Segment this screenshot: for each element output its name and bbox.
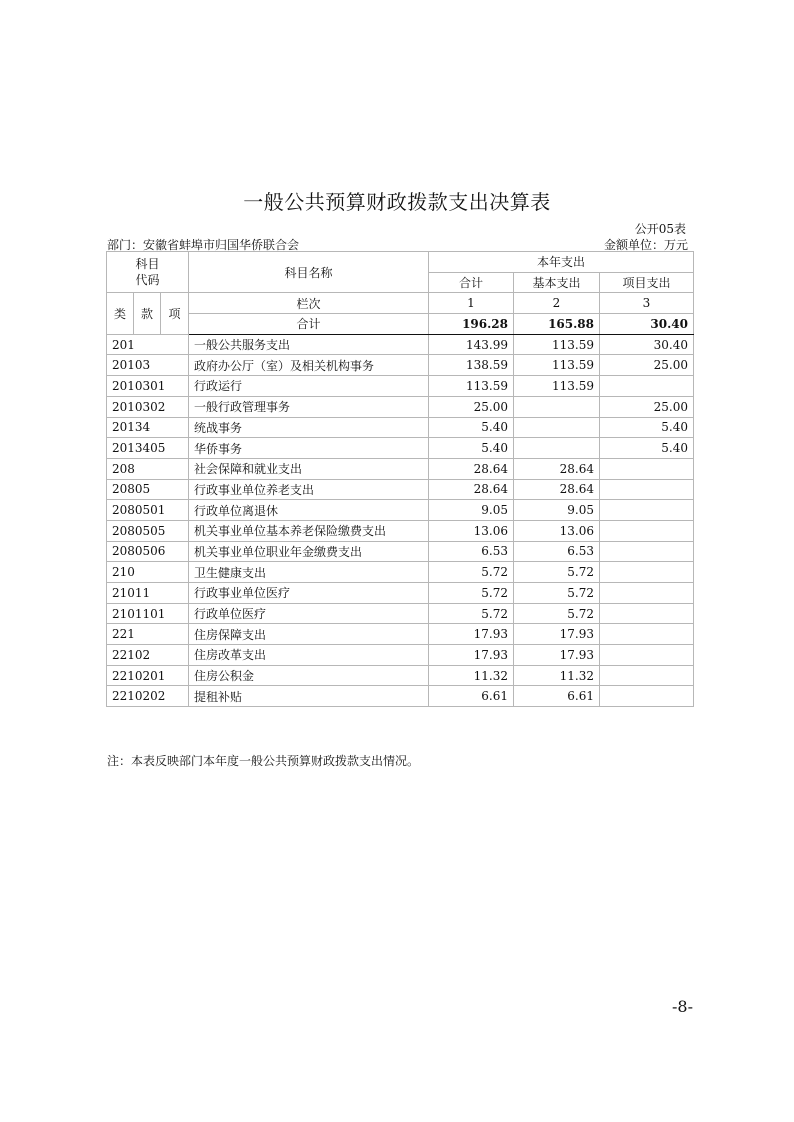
row-basic: 13.06 [514, 520, 600, 541]
table-row [107, 334, 694, 355]
row-code: 2210202 [107, 686, 189, 707]
row-code: 210 [107, 562, 189, 583]
table-row [107, 396, 694, 417]
column-index-2: 2 [514, 293, 600, 314]
column-index-3: 3 [600, 293, 694, 314]
row-total: 5.72 [429, 583, 514, 604]
row-code: 20103 [107, 355, 189, 376]
row-project: 25.00 [600, 355, 694, 376]
row-project [600, 686, 694, 707]
row-code: 20134 [107, 417, 189, 438]
table-row [107, 603, 694, 624]
header-row-1 [107, 252, 694, 273]
column-index-row [107, 293, 694, 314]
row-project [600, 500, 694, 521]
row-subject-name: 提租补贴 [189, 686, 429, 707]
row-basic: 5.72 [514, 583, 600, 604]
row-project [600, 376, 694, 397]
row-basic: 6.61 [514, 686, 600, 707]
table-row [107, 376, 694, 397]
row-code: 22102 [107, 645, 189, 666]
row-subject-name: 行政事业单位医疗 [189, 583, 429, 604]
row-basic: 17.93 [514, 645, 600, 666]
total-row-total: 196.28 [429, 314, 514, 335]
form-number: 公开05表 [634, 222, 686, 236]
row-total: 28.64 [429, 479, 514, 500]
row-project [600, 645, 694, 666]
row-project [600, 562, 694, 583]
row-total: 5.40 [429, 438, 514, 459]
row-total: 5.72 [429, 603, 514, 624]
lei-header: 类 [107, 293, 134, 334]
row-basic: 6.53 [514, 541, 600, 562]
row-basic: 113.59 [514, 334, 600, 355]
row-subject-name: 一般公共服务支出 [189, 334, 429, 355]
row-subject-name: 机关事业单位职业年金缴费支出 [189, 541, 429, 562]
row-code: 208 [107, 458, 189, 479]
budget-table [106, 251, 694, 707]
kuan-header: 款 [134, 293, 161, 334]
row-total: 143.99 [429, 334, 514, 355]
row-subject-name: 住房公积金 [189, 665, 429, 686]
page-number: -8- [672, 997, 693, 1016]
row-total: 6.53 [429, 541, 514, 562]
row-code: 2080501 [107, 500, 189, 521]
row-project [600, 583, 694, 604]
row-code: 2101101 [107, 603, 189, 624]
table-row [107, 438, 694, 459]
row-basic [514, 396, 600, 417]
amount-unit-label: 金额单位：万元 [603, 238, 688, 252]
subject-code-header-line1: 科目 [135, 257, 160, 272]
table-row [107, 458, 694, 479]
row-code: 2210201 [107, 665, 189, 686]
row-basic: 5.72 [514, 562, 600, 583]
subject-code-header-line2: 代码 [135, 273, 160, 288]
row-subject-name: 卫生健康支出 [189, 562, 429, 583]
table-row [107, 541, 694, 562]
row-project: 25.00 [600, 396, 694, 417]
department-label: 部门：安徽省蚌埠市归国华侨联合会 [107, 238, 300, 252]
table-row [107, 355, 694, 376]
subject-name-header: 科目名称 [189, 252, 429, 293]
total-row-basic: 165.88 [514, 314, 600, 335]
row-code: 2010301 [107, 376, 189, 397]
row-code: 2080506 [107, 541, 189, 562]
row-subject-name: 统战事务 [189, 417, 429, 438]
table-row [107, 417, 694, 438]
table-row [107, 624, 694, 645]
row-total: 5.40 [429, 417, 514, 438]
column-index-1: 1 [429, 293, 514, 314]
row-total: 5.72 [429, 562, 514, 583]
page-title: 一般公共预算财政拨款支出决算表 [243, 190, 551, 214]
row-basic: 17.93 [514, 624, 600, 645]
row-total: 25.00 [429, 396, 514, 417]
row-project [600, 541, 694, 562]
row-subject-name: 行政单位医疗 [189, 603, 429, 624]
row-project [600, 665, 694, 686]
row-code: 2010302 [107, 396, 189, 417]
row-basic: 28.64 [514, 458, 600, 479]
subject-code-header [107, 252, 189, 293]
row-basic: 113.59 [514, 355, 600, 376]
table-row [107, 686, 694, 707]
row-subject-name: 行政运行 [189, 376, 429, 397]
total-header: 合计 [429, 272, 514, 293]
row-subject-name: 华侨事务 [189, 438, 429, 459]
row-project: 30.40 [600, 334, 694, 355]
row-project [600, 479, 694, 500]
row-subject-name: 社会保障和就业支出 [189, 458, 429, 479]
table-row [107, 479, 694, 500]
row-subject-name: 机关事业单位基本养老保险缴费支出 [189, 520, 429, 541]
row-total: 9.05 [429, 500, 514, 521]
project-expense-header: 项目支出 [600, 272, 694, 293]
table-note: 注：本表反映部门本年度一般公共预算财政拨款支出情况。 [107, 754, 420, 768]
row-total: 28.64 [429, 458, 514, 479]
row-project [600, 624, 694, 645]
row-code: 21011 [107, 583, 189, 604]
row-subject-name: 住房改革支出 [189, 645, 429, 666]
row-subject-name: 行政单位离退休 [189, 500, 429, 521]
column-index-label: 栏次 [189, 293, 429, 314]
table-row [107, 520, 694, 541]
row-basic [514, 438, 600, 459]
row-project [600, 603, 694, 624]
row-total: 138.59 [429, 355, 514, 376]
row-code: 20805 [107, 479, 189, 500]
row-total: 17.93 [429, 645, 514, 666]
xiang-header: 项 [161, 293, 189, 334]
row-project: 5.40 [600, 438, 694, 459]
row-code: 201 [107, 334, 189, 355]
total-row [107, 314, 694, 335]
row-basic [514, 417, 600, 438]
row-total: 13.06 [429, 520, 514, 541]
basic-expense-header: 基本支出 [514, 272, 600, 293]
row-project [600, 520, 694, 541]
current-year-expense-header: 本年支出 [429, 252, 694, 273]
row-code: 221 [107, 624, 189, 645]
row-total: 6.61 [429, 686, 514, 707]
row-subject-name: 行政事业单位养老支出 [189, 479, 429, 500]
table-row [107, 665, 694, 686]
row-code: 2013405 [107, 438, 189, 459]
row-total: 11.32 [429, 665, 514, 686]
row-subject-name: 政府办公厅（室）及相关机构事务 [189, 355, 429, 376]
table-row [107, 645, 694, 666]
row-project [600, 458, 694, 479]
row-basic: 28.64 [514, 479, 600, 500]
row-basic: 113.59 [514, 376, 600, 397]
row-subject-name: 住房保障支出 [189, 624, 429, 645]
row-basic: 9.05 [514, 500, 600, 521]
total-row-label: 合计 [189, 314, 429, 335]
row-project: 5.40 [600, 417, 694, 438]
row-total: 17.93 [429, 624, 514, 645]
row-total: 113.59 [429, 376, 514, 397]
table-row [107, 583, 694, 604]
table-row [107, 500, 694, 521]
row-subject-name: 一般行政管理事务 [189, 396, 429, 417]
row-basic: 5.72 [514, 603, 600, 624]
row-code: 2080505 [107, 520, 189, 541]
table-row [107, 562, 694, 583]
row-basic: 11.32 [514, 665, 600, 686]
total-row-project: 30.40 [600, 314, 694, 335]
